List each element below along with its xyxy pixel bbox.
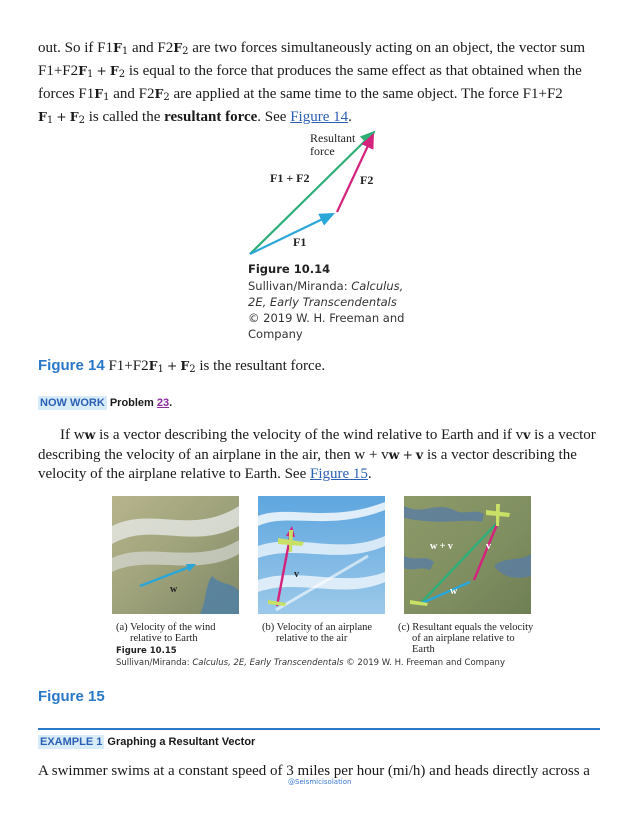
v-label-c: v: [486, 541, 491, 552]
paragraph-wind-velocity: If ww is a vector describing the velocity of the wind relative to Earth and if vv is a vector describing the velocity of an airplane in the air, then w + vw + v is a vector describing the velocity of the airplane relative to Earth. See Figure 15.: [38, 427, 596, 482]
paragraph-resultant-force: out. So if $F1F_1$ and $F2F_2$ are two forces simultaneously acting on an object, the vector sum $F1+F2F_1 + F_2$ is equal to the force that produces the same effect as that obtained when the forces $F1F_1$ and $F2F_2$ are applied at the same time to the same object. The force F1+F2 $F_1 + F_2$ is called the resultant force. See Figure 14.: [38, 40, 586, 126]
example-badge: EXAMPLE 1: [40, 736, 103, 748]
figure-10-14: [246, 128, 406, 360]
section-divider: [38, 728, 600, 730]
w-label-c: w: [450, 586, 458, 597]
wind-photo: [112, 496, 239, 614]
v-label: v: [294, 569, 299, 580]
math-f2: $F_2$: [154, 86, 170, 103]
f1-label: F1: [293, 235, 307, 249]
caption-a: (a) Velocity of the wind relative to Earth: [116, 622, 216, 644]
resultant-force-term: resultant force: [164, 109, 258, 125]
math-w-plus-v: w + v: [388, 447, 424, 462]
now-work-badge: NOW WORK: [40, 397, 105, 409]
example-1-heading: EXAMPLE 1 Graphing a Resultant Vector: [40, 736, 256, 748]
figure-10-15-credit: Sullivan/Miranda: Calculus, 2E, Early Transcendentals © 2019 W. H. Freeman and Company: [116, 658, 505, 668]
watermark: @Seismicisolation: [288, 778, 352, 786]
f1-plus-f2-label: F1 + F2: [270, 171, 310, 185]
w-plus-v-label: w + v: [430, 541, 453, 552]
figure-15-heading: Figure 15: [38, 688, 105, 705]
w-label: w: [170, 584, 178, 595]
caption-b: (b) Velocity of an airplane relative to the air: [262, 622, 373, 644]
math-f2: $F_2$: [173, 40, 189, 57]
math-f1-plus-f2: $F_1 + F_2$: [148, 358, 196, 375]
figure-15-link[interactable]: Figure 15: [309, 466, 368, 482]
figure-10-14-title: Figure 10.14: [248, 262, 331, 276]
resultant-photo: [404, 496, 531, 614]
airplane-air-photo: [258, 496, 385, 614]
math-f1-plus-f2: $F_1 + F_2$: [38, 109, 85, 126]
figure-10-15-title: Figure 10.15: [116, 646, 177, 656]
figure-10-14-credit: Sullivan/Miranda: Calculus, 2E, Early Transcendentals © 2019 W. H. Freeman and Company: [248, 279, 405, 341]
paragraph-swimmer: A swimmer swims at a constant speed of 3 miles per hour (mi/h) and heads directly across a: [38, 763, 590, 779]
resultant-force-label: Resultant force: [310, 131, 356, 158]
math-w: w: [84, 427, 96, 442]
figure-10-15: [106, 496, 536, 674]
figure-14-caption: Figure 14 $F1+F2F_1 + F_2$ is the resultant force.: [38, 357, 326, 375]
f1-vector: [250, 214, 333, 254]
f2-label: F2: [360, 173, 374, 187]
figure-14-link[interactable]: Figure 14: [290, 109, 349, 125]
caption-c: (c) Resultant equals the velocity of an airplane relative to Earth: [398, 622, 534, 655]
problem-23-link[interactable]: 23: [156, 397, 170, 409]
math-f1-plus-f2: $F_1 + F_2$: [78, 63, 126, 80]
math-v: v: [523, 427, 531, 442]
math-f1: $F_1$: [94, 86, 110, 103]
now-work-line: NOW WORK Problem 23.: [40, 397, 173, 409]
math-f1: $F_1$: [113, 40, 129, 57]
